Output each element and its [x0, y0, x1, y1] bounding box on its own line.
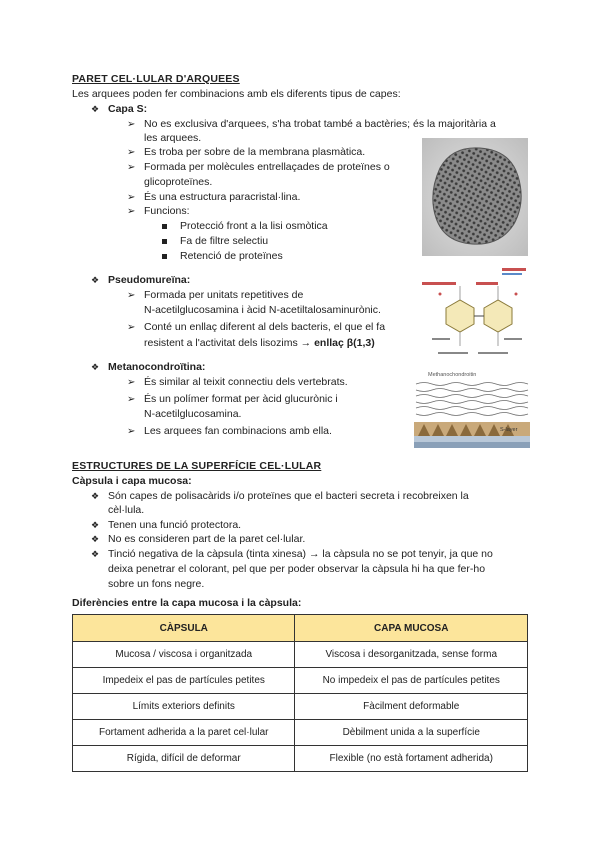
capa-s-item: No es exclusiva d'arquees, s'ha trobat també a bactèries; és la majoritària a [144, 118, 496, 130]
s-layer-micrograph-image [422, 138, 528, 256]
arrow-bullet-icon: ➢ [127, 147, 136, 158]
arrow-bullet-icon: ➢ [127, 192, 136, 203]
table-cell: Fortament adherida a la paret cel·lular [73, 720, 295, 746]
table-header-row [73, 615, 528, 642]
methanochondroitin-label: Methanochondroitin [428, 372, 477, 378]
intro-text: Les arquees poden fer combinacions amb els diferents tipus de capes: [72, 88, 401, 100]
metano-item: És similar al teixit connectiu dels vertebrats. [144, 376, 348, 388]
table-cell: Viscosa i desorganitzada, sense forma [295, 642, 528, 668]
capa-s-item: glicoproteïnes. [144, 176, 213, 188]
table-row [73, 668, 528, 694]
s-layer-label: S-layer [500, 427, 518, 433]
diamond-bullet-icon: ❖ [91, 491, 100, 501]
diamond-bullet-icon: ❖ [91, 520, 100, 530]
capsula-item: No es consideren part de la paret cel·lular. [108, 533, 306, 545]
square-bullet-icon [162, 224, 167, 229]
capa-s-heading: Capa S: [108, 103, 148, 115]
diamond-bullet-icon: ❖ [91, 534, 100, 544]
table-row [73, 642, 528, 668]
capa-s-item: Funcions: [144, 205, 190, 217]
diamond-bullet-icon: ❖ [91, 275, 100, 285]
capa-s-item: És una estructura paracristal·lina. [144, 191, 301, 203]
pseudo-item: Formada per unitats repetitives de [144, 289, 304, 301]
capsula-item: cèl·lula. [108, 504, 145, 516]
arrow-bullet-icon: ➢ [127, 426, 136, 437]
table-row [73, 694, 528, 720]
capa-s-item: Es troba per sobre de la membrana plasmàtica. [144, 146, 366, 158]
capsula-item: Tinció negativa de la càpsula (tinta xinesa) → la càpsula no se pot tenyir, ja que no [108, 548, 493, 560]
table-cell: Rígida, difícil de deformar [73, 746, 295, 772]
section-title-paret-arquees: PARET CEL·LULAR D'ARQUEES [72, 73, 240, 85]
pseudo-item [144, 336, 375, 351]
table-cell: Dèbilment unida a la superfície [295, 720, 528, 746]
pseudo-item-text: resistent a l'activitat dels lisozims → [144, 337, 312, 349]
metanocondroitina-heading: Metanocondroïtina: [108, 361, 206, 373]
table-cell: Fàcilment deformable [295, 694, 528, 720]
table-row [73, 746, 528, 772]
capsula-item: Tenen una funció protectora. [108, 519, 242, 531]
methanochondroitin-diagram [414, 370, 530, 450]
section-title-estructures: ESTRUCTURES DE LA SUPERFÍCIE CEL·LULAR [72, 460, 322, 472]
pseudomureina-heading: Pseudomureïna: [108, 274, 191, 286]
funcio-item: Fa de filtre selectiu [180, 235, 269, 247]
table-cell: No impedeix el pas de partícules petites [295, 668, 528, 694]
pseudo-item: Conté un enllaç diferent al dels bacteris, el que el fa [144, 321, 386, 333]
pseudomureine-structure-diagram [418, 264, 530, 364]
table-cell: Mucosa / viscosa i organitzada [73, 642, 295, 668]
capsula-subtitle: Càpsula i capa mucosa: [72, 475, 192, 487]
arrow-bullet-icon: ➢ [127, 290, 136, 301]
metano-item: N-acetilglucosamina. [144, 408, 242, 420]
table-cell: Flexible (no està fortament adherida) [295, 746, 528, 772]
comparison-table [72, 614, 528, 772]
diamond-bullet-icon: ❖ [91, 362, 100, 372]
capsula-item: deixa penetrar el colorant, pel que per poder observar la càpsula hi ha que fer-ho [108, 563, 486, 575]
header-capa-mucosa: CAPA MUCOSA [295, 615, 528, 642]
capsula-item: sobre un fons negre. [108, 578, 205, 590]
metano-item: Les arquees fan combinacions amb ella. [144, 425, 332, 437]
pseudo-item: N-acetilglucosamina i àcid N-acetiltalosaminurònic. [144, 304, 381, 316]
header-capsula: CÀPSULA [73, 615, 295, 642]
square-bullet-icon [162, 239, 167, 244]
funcio-item: Retenció de proteïnes [180, 250, 283, 262]
metano-item: És un polímer format per àcid glucurònic i [144, 393, 338, 405]
arrow-bullet-icon: ➢ [127, 377, 136, 388]
arrow-bullet-icon: ➢ [127, 322, 136, 333]
table-cell: Límits exteriors definits [73, 694, 295, 720]
arrow-bullet-icon: ➢ [127, 119, 136, 130]
diamond-bullet-icon: ❖ [91, 104, 100, 114]
capa-s-item: les arquees. [144, 132, 202, 144]
table-row [73, 720, 528, 746]
capsula-item: Són capes de polisacàrids i/o proteïnes que el bacteri secreta i recobreixen la [108, 490, 469, 502]
arrow-bullet-icon: ➢ [127, 162, 136, 173]
arrow-bullet-icon: ➢ [127, 206, 136, 217]
table-cell: Impedeix el pas de partícules petites [73, 668, 295, 694]
funcio-item: Protecció front a la lisi osmòtica [180, 220, 328, 232]
square-bullet-icon [162, 254, 167, 259]
capa-s-item: Formada per molècules entrellaçades de proteïnes o [144, 161, 390, 173]
enllac-beta-text: enllaç β(1,3) [314, 337, 375, 349]
arrow-bullet-icon: ➢ [127, 394, 136, 405]
diamond-bullet-icon: ❖ [91, 549, 100, 559]
table-title: Diferències entre la capa mucosa i la càpsula: [72, 597, 302, 609]
